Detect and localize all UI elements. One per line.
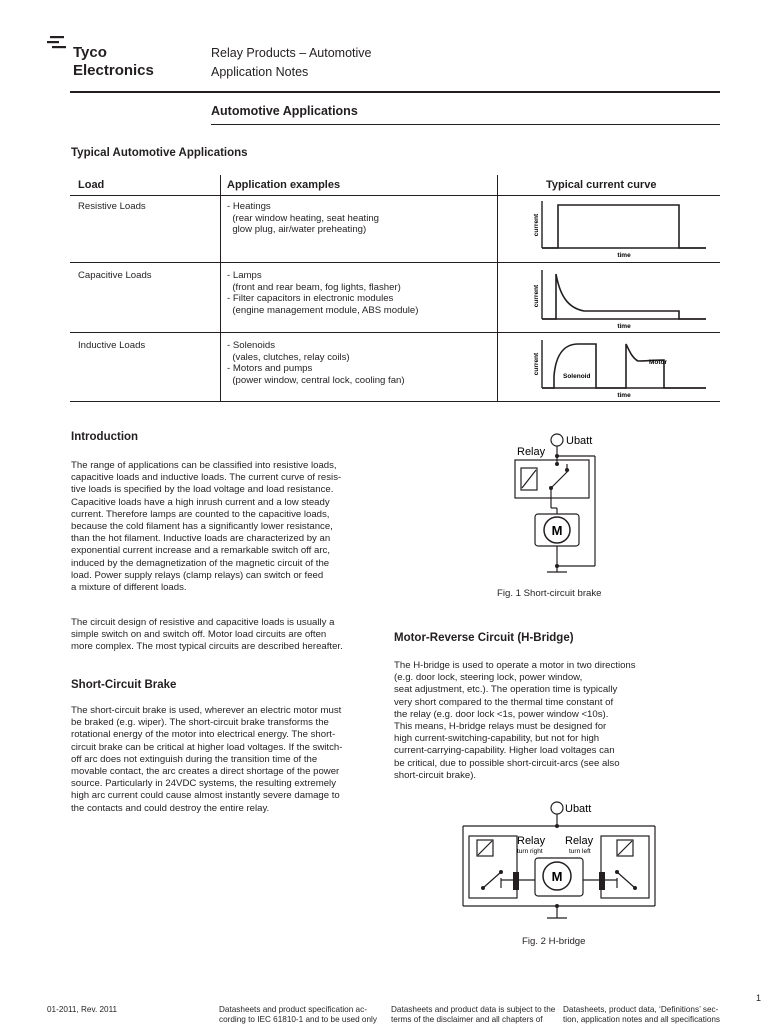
- curve-motor-label: Motor: [649, 359, 668, 366]
- header-title-line-1: Relay Products – Automotive: [211, 46, 372, 60]
- fig2-caption: Fig. 2 H-bridge: [522, 936, 586, 947]
- section-divider: [211, 124, 720, 125]
- row-resistive-load: Resistive Loads: [78, 201, 146, 212]
- row-capacitive-load: Capacitive Loads: [78, 270, 152, 281]
- brake-paragraph: The short-circuit brake is used, wherever an electric motor must be braked (e.g. wiper). The short-circuit brake transforms the rotational energy of the motor into electrical energy. The short- circuit brake can be critical at higher load voltages. If the switch- off arc does not extinguish during the transition time of the movable contact, the arc creates a direct shortage of the power source. Particularly in 24VDC systems, the resulting extremely high arc current could cause almost instantly severe damage to the contacts and could destroy the entire relay.: [71, 705, 343, 814]
- h-bridge-diagram: [455, 798, 670, 928]
- col-header-load: Load: [78, 179, 105, 191]
- curve-xlabel: time: [617, 323, 631, 330]
- motor-label: M: [551, 869, 563, 884]
- hbridge-heading: Motor-Reverse Circuit (H-Bridge): [394, 632, 574, 644]
- logo-line-2: Electronics: [73, 62, 154, 79]
- relay-label: Relay: [517, 446, 546, 458]
- document-header-title: [211, 44, 372, 82]
- table-row-rule-2: [70, 332, 720, 333]
- motor-label: M: [551, 523, 563, 538]
- ubatt-label: Ubatt: [566, 435, 593, 447]
- inductive-current-curve: [526, 336, 712, 400]
- table-divider-2: [497, 175, 498, 402]
- relay-left-label: Relay: [517, 835, 546, 847]
- footer-revision: 01-2011, Rev. 2011: [47, 1005, 118, 1014]
- table-title: Typical Automotive Applications: [71, 147, 248, 159]
- relay-box: [515, 460, 589, 498]
- intro-paragraph-2: The circuit design of resistive and capacitive loads is usually a simple switch on and switch off. Motor load circuits are often more complex. The most typical circuits are described hereafter.: [71, 617, 343, 653]
- table-divider-1: [220, 175, 221, 402]
- row-inductive-load: Inductive Loads: [78, 340, 146, 351]
- table-bottom-rule: [70, 401, 720, 402]
- hbridge-paragraph: The H-bridge is used to operate a motor in two directions (e.g. door lock, steering lock, power window, seat adjustment, etc.). The operation time is typically very short compared to the thermal time constant of the relay (e.g. door lock <1s, power window <10s). This means, H-bridge relays must be designed for high current-switching-capability, but not for high current-carrying-capability. Higher load voltages can be critical, due to possible short-circuit-arcs (see also short-circuit brake).: [394, 660, 636, 781]
- col-header-examples: Application examples: [227, 179, 341, 191]
- brake-heading: Short-Circuit Brake: [71, 679, 177, 691]
- curve-trace: [542, 205, 706, 248]
- curve-ylabel: current: [533, 213, 540, 237]
- logo-line-1: Tyco: [73, 44, 107, 61]
- curve-trace: [542, 344, 706, 388]
- short-circuit-brake-diagram: [505, 430, 615, 580]
- capacitive-current-curve: [526, 266, 712, 330]
- company-logo-text: [73, 44, 154, 80]
- footer-note-3: Datasheets, product data, ‘Definitions’ sec- tion, application notes and all specifications: [563, 1005, 721, 1024]
- table-row-rule-1: [70, 262, 720, 263]
- footer-note-1: Datasheets and product specification ac- cording to IEC 61810-1 and to be used only: [219, 1005, 377, 1024]
- header-divider: [70, 91, 720, 93]
- table-header-rule: [70, 195, 720, 196]
- curve-xlabel: time: [617, 252, 631, 259]
- section-title: Automotive Applications: [211, 104, 358, 118]
- col-header-curve: Typical current curve: [546, 179, 657, 191]
- ubatt-terminal-icon: [551, 434, 563, 446]
- relay-right-sublabel: turn left: [569, 848, 591, 855]
- page-number: 1: [756, 993, 762, 1003]
- curve-ylabel: current: [533, 352, 540, 376]
- row-inductive-examples: - Solenoids (vales, clutches, relay coils) - Motors and pumps (power window, central lock, cooling fan): [227, 340, 405, 386]
- row-resistive-examples: - Heatings (rear window heating, seat heating glow plug, air/water preheating): [227, 201, 379, 235]
- intro-heading: Introduction: [71, 431, 139, 443]
- curve-solenoid-label: Solenoid: [563, 373, 591, 380]
- curve-ylabel: current: [533, 284, 540, 308]
- footer-note-2: Datasheets and product data is subject to the terms of the disclaimer and all chapters of: [391, 1005, 556, 1024]
- ubatt-label: Ubatt: [565, 803, 592, 815]
- fig1-caption: Fig. 1 Short-circuit brake: [497, 588, 602, 599]
- company-logo-icon: [47, 34, 69, 52]
- header-title-line-2: Application Notes: [211, 65, 309, 79]
- resistive-current-curve: [526, 197, 712, 261]
- curve-trace: [542, 274, 706, 319]
- intro-paragraph-1: The range of applications can be classified into resistive loads, capacitive loads and inductive loads. The current curve of resis- tive loads is specified by the load voltage and load resistance. Capacitive loads have a high inrush current and a low steady current. Therefore lamps are counted to the capacitive loads, because the cold filament has a significantly lower resistance, than the hot filament. Inductive loads are characterized by an exponential current increase and a remarkable switch off arc, induced by the demagnetization of the magnetic circuit of the load. Power supply relays (clamp relays) can switch or feed a mixture of different loads.: [71, 460, 342, 594]
- relay-right-label: Relay: [565, 835, 594, 847]
- ubatt-terminal-icon: [551, 802, 563, 814]
- relay-left-sublabel: turn right: [517, 848, 543, 855]
- relay-right-box: [601, 836, 649, 898]
- curve-xlabel: time: [617, 392, 631, 399]
- row-capacitive-examples: - Lamps (front and rear beam, fog lights, flasher) - Filter capacitors in electronic modules (engine management module, ABS module): [227, 270, 419, 316]
